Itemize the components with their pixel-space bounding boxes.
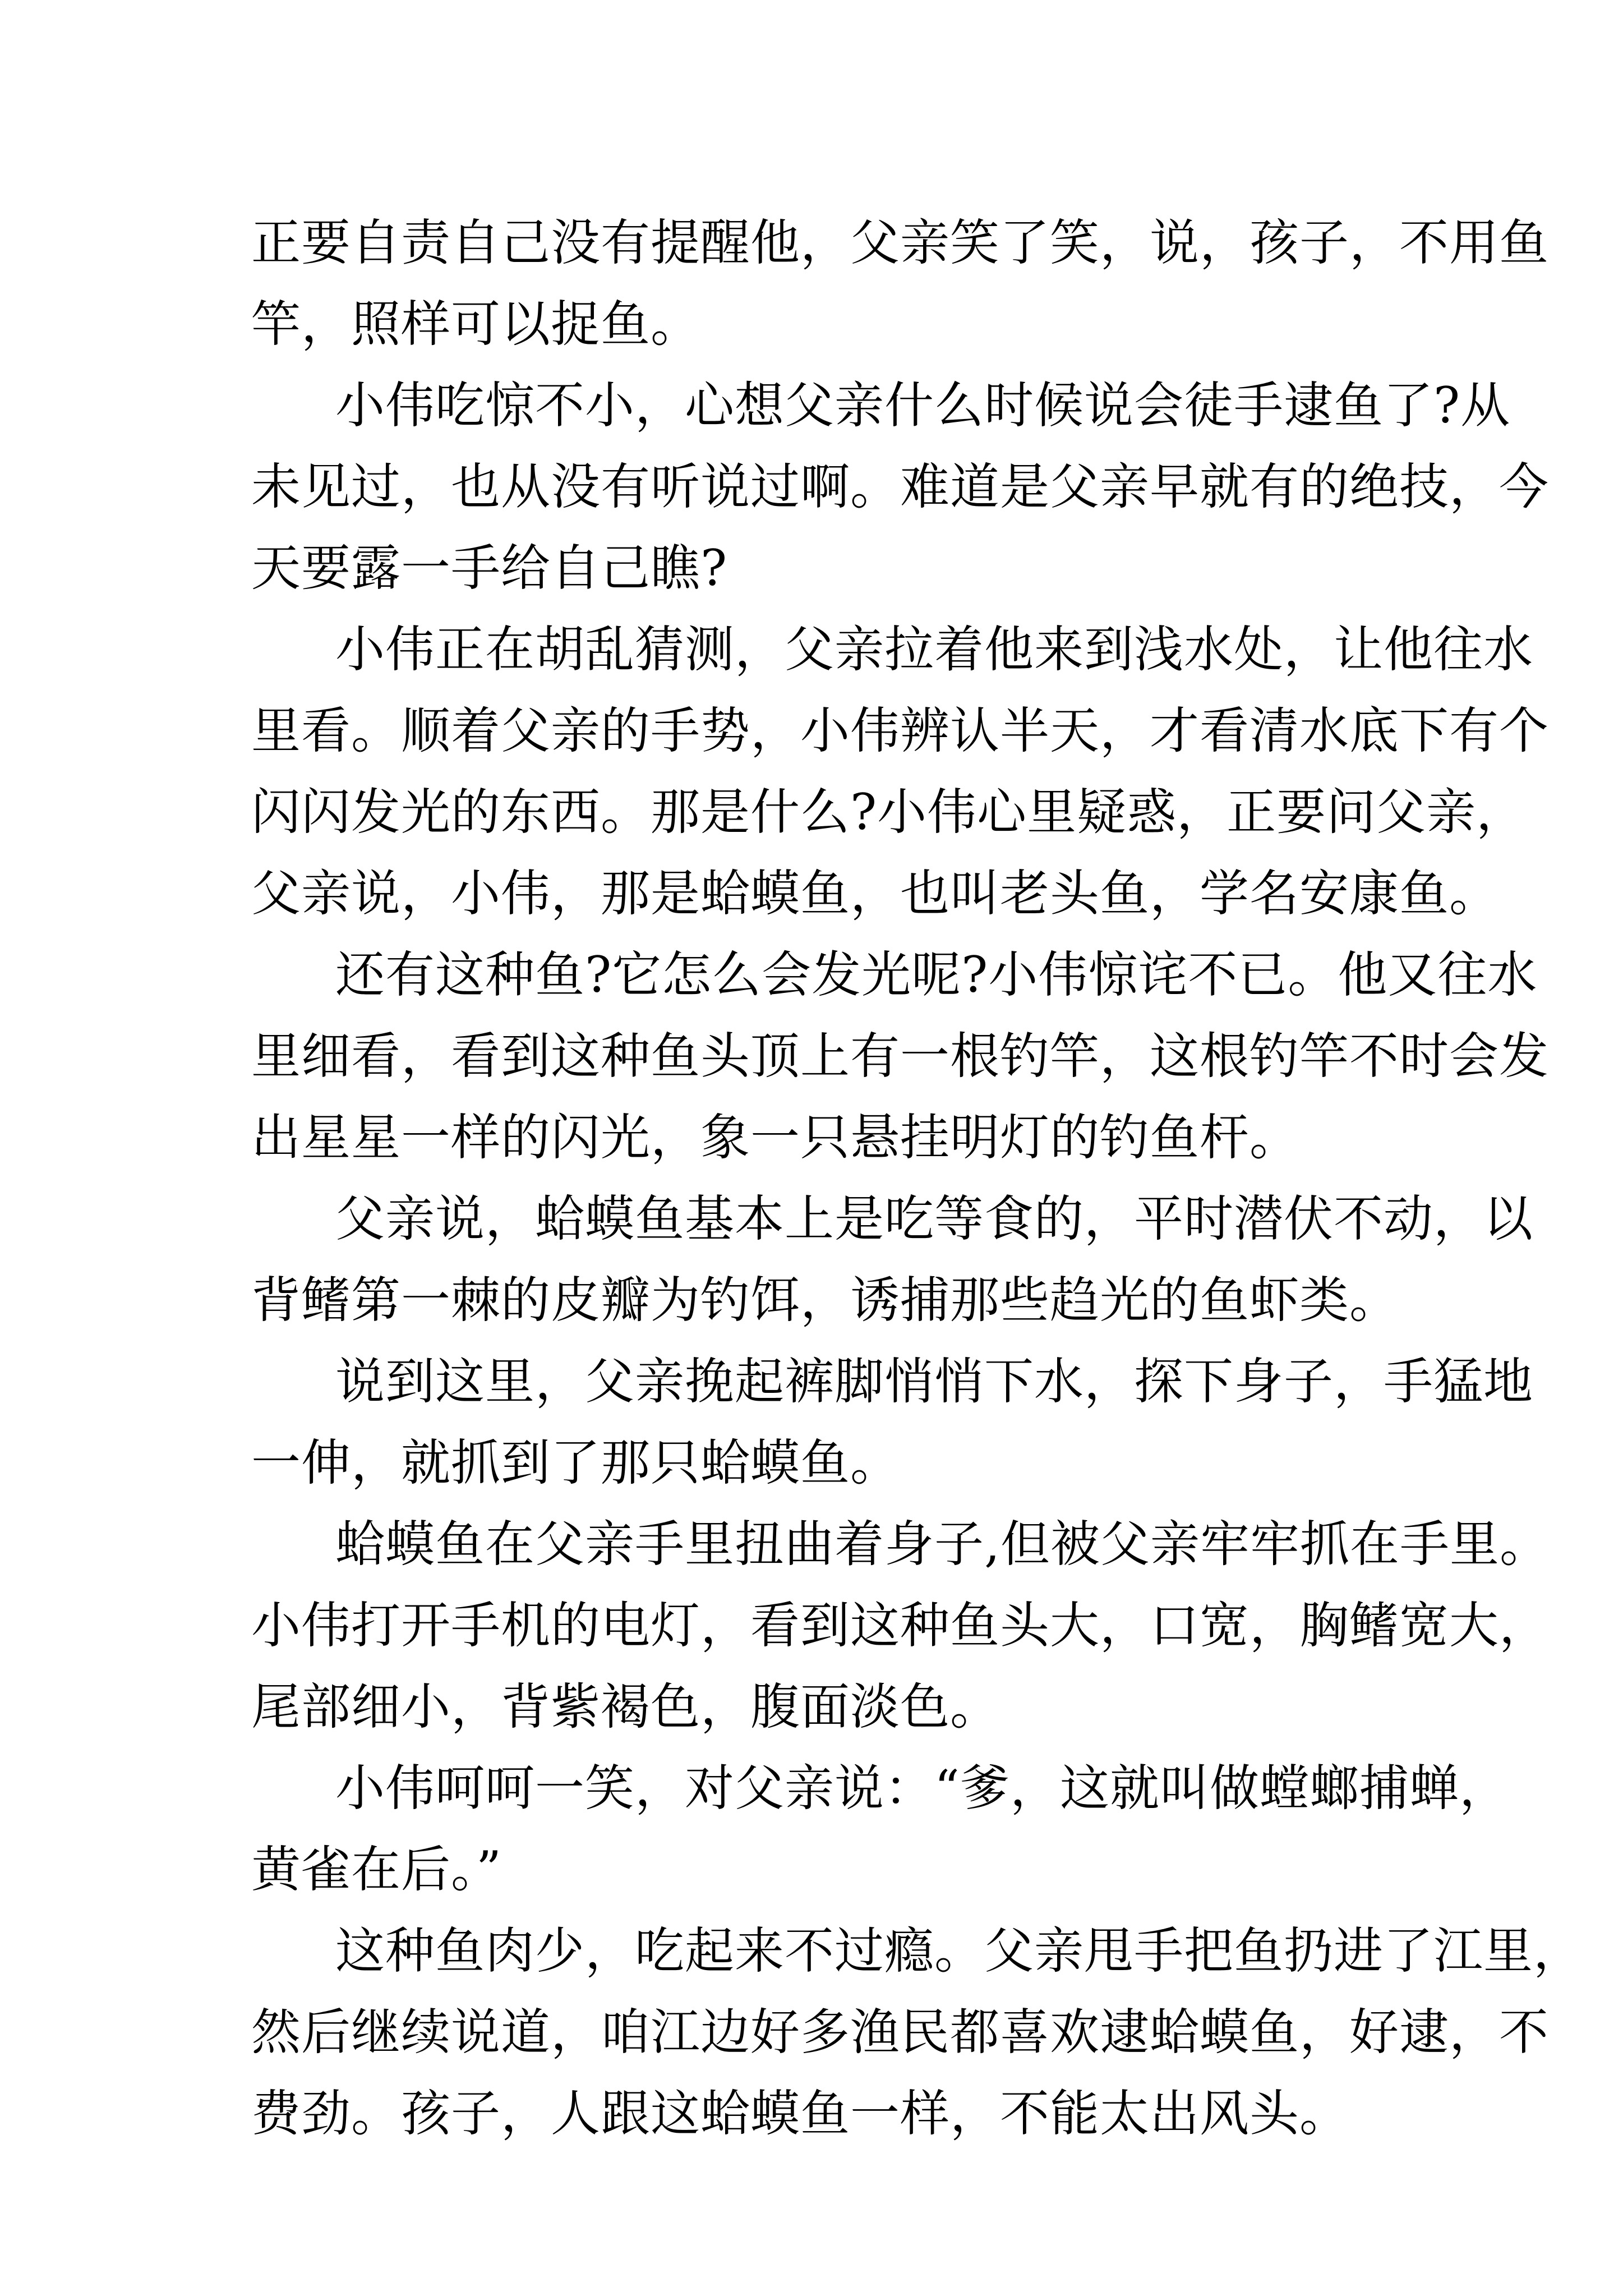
- text-line: 父亲说，蛤蟆鱼基本上是吃等食的，平时潜伏不动，以: [335, 1190, 1534, 1248]
- text-line: 一伸，就抓到了那只蛤蟆鱼。: [251, 1434, 901, 1492]
- text-line: 小伟吃惊不小，心想父亲什么时候说会徒手逮鱼了?从: [335, 376, 1511, 434]
- text-line: 费劲。孩子，人跟这蛤蟆鱼一样，不能太出风头。: [251, 2085, 1350, 2142]
- text-line: 父亲说，小伟，那是蛤蟆鱼，也叫老头鱼，学名安康鱼。: [251, 864, 1500, 922]
- text-line: 小伟正在胡乱猜测，父亲拉着他来到浅水处，让他往水: [335, 620, 1534, 678]
- text-line: 蛤蟆鱼在父亲手里扭曲着身子,但被父亲牢牢抓在手里。: [335, 1515, 1550, 1573]
- text-line: 竿，照样可以捉鱼。: [251, 295, 701, 353]
- text-line: 出星星一样的闪光，象一只悬挂明灯的钓鱼杆。: [251, 1108, 1300, 1166]
- text-line: 正要自责自己没有提醒他，父亲笑了笑，说，孩子，不用鱼: [251, 214, 1550, 272]
- text-line: 小伟打开手机的电灯，看到这种鱼头大，口宽，胸鳍宽大，: [251, 1596, 1550, 1654]
- text-line: 尾部细小，背紫褐色，腹面淡色。: [251, 1678, 1000, 1736]
- text-line: 里看。顺着父亲的手势，小伟辨认半天，才看清水底下有个: [251, 702, 1550, 760]
- text-line: 里细看，看到这种鱼头顶上有一根钓竿，这根钓竿不时会发: [251, 1027, 1550, 1085]
- text-line: 天要露一手给自己瞧?: [251, 539, 728, 597]
- text-line: 未见过，也从没有听说过啊。难道是父亲早就有的绝技，今: [251, 458, 1550, 516]
- text-line: 说到这里，父亲挽起裤脚悄悄下水，探下身子，手猛地: [335, 1352, 1534, 1410]
- text-line: 黄雀在后。”: [251, 1841, 502, 1898]
- text-line: 然后继续说道，咱江边好多渔民都喜欢逮蛤蟆鱼，好逮，不: [251, 2003, 1550, 2061]
- text-line: 背鳍第一棘的皮瓣为钓饵，诱捕那些趋光的鱼虾类。: [251, 1271, 1400, 1329]
- text-line: 闪闪发光的东西。那是什么?小伟心里疑惑，正要问父亲，: [251, 783, 1527, 841]
- text-line: 小伟呵呵一笑，对父亲说：“爹，这就叫做螳螂捕蝉，: [335, 1759, 1509, 1817]
- text-line: 这种鱼肉少，吃起来不过瘾。父亲甩手把鱼扔进了江里，: [335, 1922, 1584, 1980]
- text-line: 还有这种鱼?它怎么会发光呢?小伟惊诧不已。他又往水: [335, 946, 1538, 1004]
